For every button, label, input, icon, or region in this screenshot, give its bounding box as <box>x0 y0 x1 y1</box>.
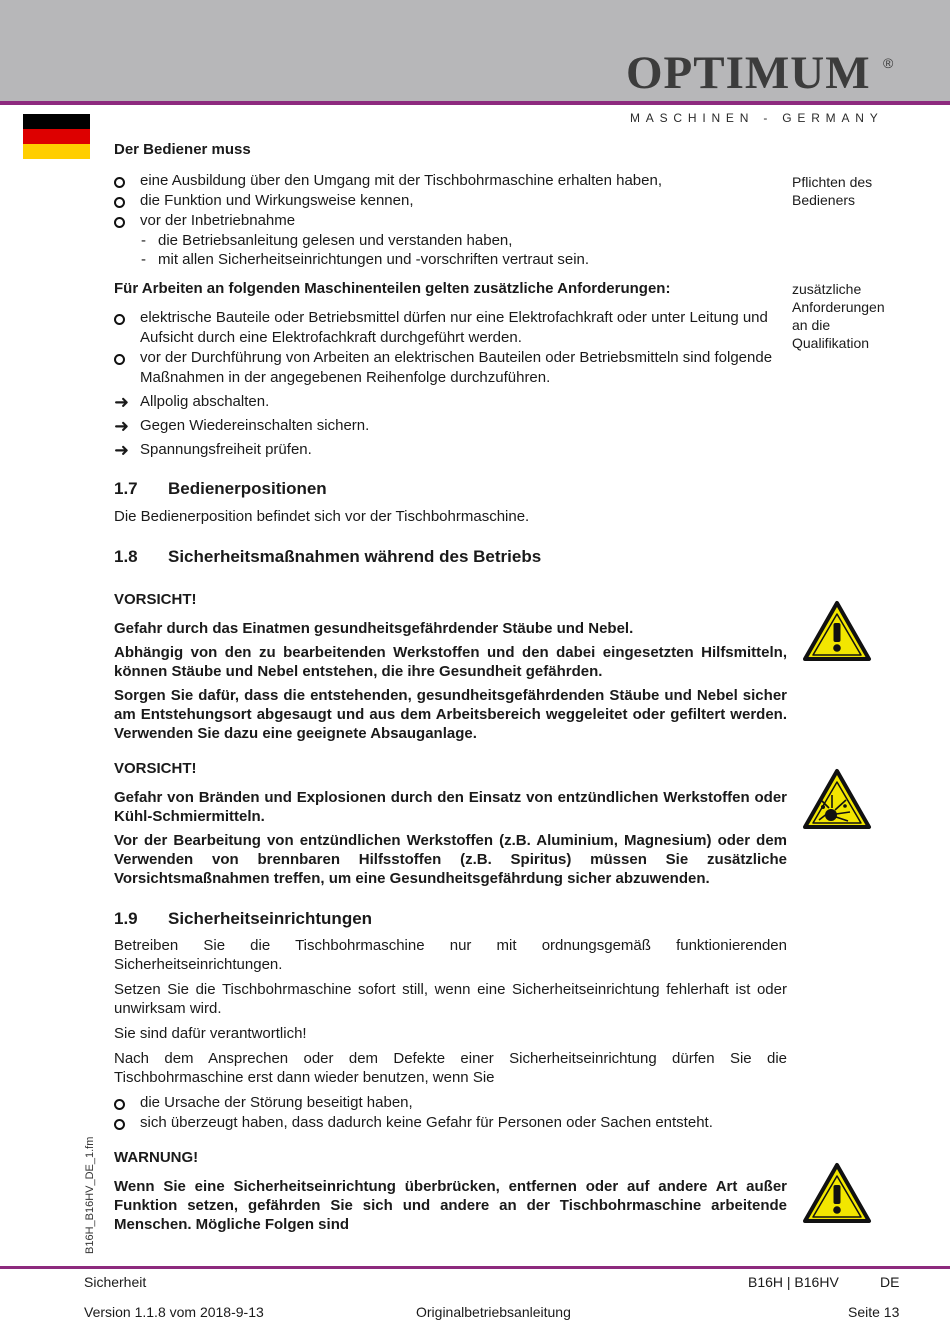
caution-text: Abhängig von den zu bearbeitenden Werkstoffen und den dabei eingesetzten Hilfsmitteln, können Stäube und Nebel entstehen, die ihre Gesundheit gefährden. <box>114 644 787 680</box>
operator-list <box>114 171 787 231</box>
list-item: eine Ausbildung über den Umgang mit der Tischbohrmaschine erhalten haben, <box>114 171 787 191</box>
footer-page-number: Seite 13 <box>848 1304 900 1320</box>
caution-text: Sorgen Sie dafür, dass die entstehenden, gesundheitsgefährdenden Stäube und Nebel sicher am Entstehungsort abgesaugt und aus dem Arbeitsbereich weggeleitet oder gefiltert werden. Verwenden Sie dazu eine geeignete Absauganlage. <box>114 687 787 742</box>
arrow-right-icon: ➜ <box>114 416 130 436</box>
procedure-steps <box>114 392 787 460</box>
warning-exclamation-icon <box>802 1162 872 1224</box>
list-item: elektrische Bauteile oder Betriebsmittel dürfen nur eine Elektrofachkraft oder unter Leitung und Aufsicht durch eine Elektrofachkraft durchgeführt werden. <box>114 308 787 348</box>
margin-note-duties: Pflichten des Bedieners <box>792 174 873 208</box>
registered-mark: ® <box>883 55 894 71</box>
list-item: die Ursache der Störung beseitigt haben, <box>114 1093 787 1113</box>
list-item: - die Betriebsanleitung gelesen und verstanden haben, <box>141 232 513 249</box>
header-rule <box>0 101 950 105</box>
arrow-right-icon: ➜ <box>114 392 130 412</box>
list-item: die Funktion und Wirkungsweise kennen, <box>114 191 787 211</box>
footer-model: B16H | B16HV <box>748 1274 839 1290</box>
warning-label: WARNUNG! <box>114 1149 199 1166</box>
footer-language: DE <box>880 1274 900 1290</box>
arrow-right-icon: ➜ <box>114 440 130 460</box>
extra-requirements-heading: Für Arbeiten an folgenden Maschinenteilen gelten zusätzliche Anforderungen: <box>114 280 671 297</box>
paragraph: Betreiben Sie die Tischbohrmaschine nur mit ordnungsgemäß funktionierenden Sicherheitseinrichtungen. <box>114 937 787 973</box>
paragraph: Sie sind dafür verantwortlich! <box>114 1025 307 1042</box>
warning-text: Wenn Sie eine Sicherheitseinrichtung überbrücken, entfernen oder auf andere Art außer Funktion setzen, gefährden Sie sich und andere an der Tischbohrmaschine arbeitende Menschen. Mögliche Folgen sind <box>114 1178 787 1233</box>
warning-exclamation-icon <box>802 600 872 662</box>
caution-label: VORSICHT! <box>114 591 197 608</box>
step-item: ➜ Spannungsfreiheit prüfen. <box>114 440 312 460</box>
section-heading-1-8: 1.8 Sicherheitsmaßnahmen während des Betriebs <box>114 547 542 566</box>
step-item: ➜ Allpolig abschalten. <box>114 392 270 412</box>
operator-heading: Der Bediener muss <box>114 141 251 158</box>
step-item: ➜ Gegen Wiedereinschalten sichern. <box>114 416 370 436</box>
list-item: vor der Durchführung von Arbeiten an elektrischen Bauteilen oder Betriebsmitteln sind folgende Maßnahmen in der angegebenen Reihenfolge durchzuführen. <box>114 348 787 388</box>
caution-text: Gefahr von Bränden und Explosionen durch den Einsatz von entzündlichen Werkstoffen oder Kühl-Schmiermitteln. <box>114 789 787 825</box>
operator-sublist <box>114 231 787 269</box>
caution-text: Vor der Bearbeitung von entzündlichen Werkstoffen (z.B. Aluminium, Magnesium) oder dem Verwenden von brennbaren Hilfsstoffen (z.B. Spiritus) müssen Sie zusätzliche Vorsichtsmaßnahmen treffen, um eine Gesundheitsgefährdung sicher abzuwenden. <box>114 832 787 887</box>
footer-doc-type: Originalbetriebsanleitung <box>416 1304 571 1320</box>
section-heading-1-7: 1.7 Bedienerpositionen <box>114 479 327 498</box>
restart-conditions-list <box>114 1093 787 1133</box>
list-item: - mit allen Sicherheitseinrichtungen und -vorschriften vertraut sein. <box>141 251 590 268</box>
file-code: B16H_B16HV_DE_1.fm <box>84 1136 96 1254</box>
explosion-warning-icon <box>802 768 872 830</box>
brand-logo: OPTIMUM <box>626 47 871 99</box>
caution-label: VORSICHT! <box>114 760 197 777</box>
footer-version: Version 1.1.8 vom 2018-9-13 <box>84 1304 264 1320</box>
main-content <box>114 140 787 1234</box>
extra-requirements-list <box>114 308 787 388</box>
paragraph: Setzen Sie die Tischbohrmaschine sofort still, wenn eine Sicherheitseinrichtung fehlerhaft ist oder unwirksam wird. <box>114 981 787 1017</box>
german-flag-icon <box>23 114 90 159</box>
footer-rule <box>0 1266 950 1269</box>
footer-section: Sicherheit <box>84 1274 147 1290</box>
paragraph: Nach dem Ansprechen oder dem Defekte einer Sicherheitseinrichtung dürfen Sie die Tischbohrmaschine erst dann wieder benutzen, wenn Sie <box>114 1050 787 1086</box>
list-item: sich überzeugt haben, dass dadurch keine Gefahr für Personen oder Sachen entsteht. <box>114 1113 787 1133</box>
list-item: vor der Inbetriebnahme <box>114 211 787 231</box>
margin-note-qualification: zusätzliche Anforderungen an die Qualifikation <box>792 281 885 351</box>
section-1-7-text: Die Bedienerposition befindet sich vor der Tischbohrmaschine. <box>114 508 530 525</box>
caution-text: Gefahr durch das Einatmen gesundheitsgefährdender Stäube und Nebel. <box>114 620 634 637</box>
section-heading-1-9: 1.9 Sicherheitseinrichtungen <box>114 909 373 928</box>
brand-tagline: MASCHINEN - GERMANY <box>630 111 884 125</box>
